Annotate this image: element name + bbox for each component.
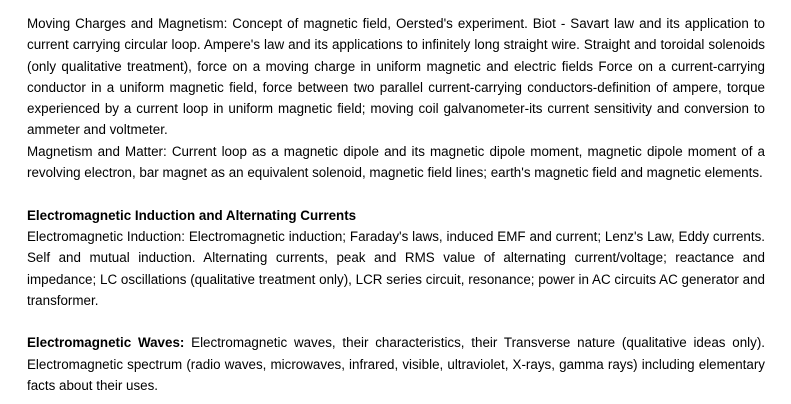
paragraph-spacer: [27, 183, 765, 204]
induction-heading: Electromagnetic Induction and Alternating Currents: [27, 207, 357, 223]
induction-paragraph: Electromagnetic Induction: Electromagnetic induction; Faraday's laws, induced EMF and current; Lenz's Law, Eddy currents. Self and mutual induction. Alternating currents, peak and RMS value of alternating current/voltage; reactance and impedance; LC oscillations (qualitative treatment only), LCR series circuit, resonance; power in AC circuits AC generator and transformer.: [27, 228, 765, 308]
syllabus-document: [27, 13, 765, 396]
paragraph-spacer: [27, 311, 765, 332]
magnetism-matter-paragraph: Magnetism and Matter: Current loop as a magnetic dipole and its magnetic dipole moment, magnetic dipole moment of a revolving electron, bar magnet as an equivalent solenoid, magnetic field lines; earth's magnetic field and magnetic elements.: [27, 143, 765, 181]
waves-label: Electromagnetic Waves:: [27, 335, 185, 351]
waves-text: Electromagnetic waves, their characteristics, their Transverse nature (qualitative ideas only). Electromagnetic spectrum (radio waves, microwaves, infrared, visible, ultraviolet, X-rays, gamma rays) including elementary facts about their uses.: [27, 335, 765, 394]
moving-charges-paragraph: Moving Charges and Magnetism: Concept of magnetic field, Oersted's experiment. Biot - Savart law and its application to current carrying circular loop. Ampere's law and its applications to infinitely long straight wire. Straight and toroidal solenoids (only qualitative treatment), force on a moving charge in uniform magnetic and electric fields Force on a current-carrying conductor in a uniform magnetic field, force between two parallel current-carrying conductors-definition of ampere, torque experienced by a current loop in uniform magnetic field; moving coil galvanometer-its current sensitivity and conversion to ammeter and voltmeter.: [27, 16, 765, 138]
waves-paragraph: [27, 332, 765, 396]
